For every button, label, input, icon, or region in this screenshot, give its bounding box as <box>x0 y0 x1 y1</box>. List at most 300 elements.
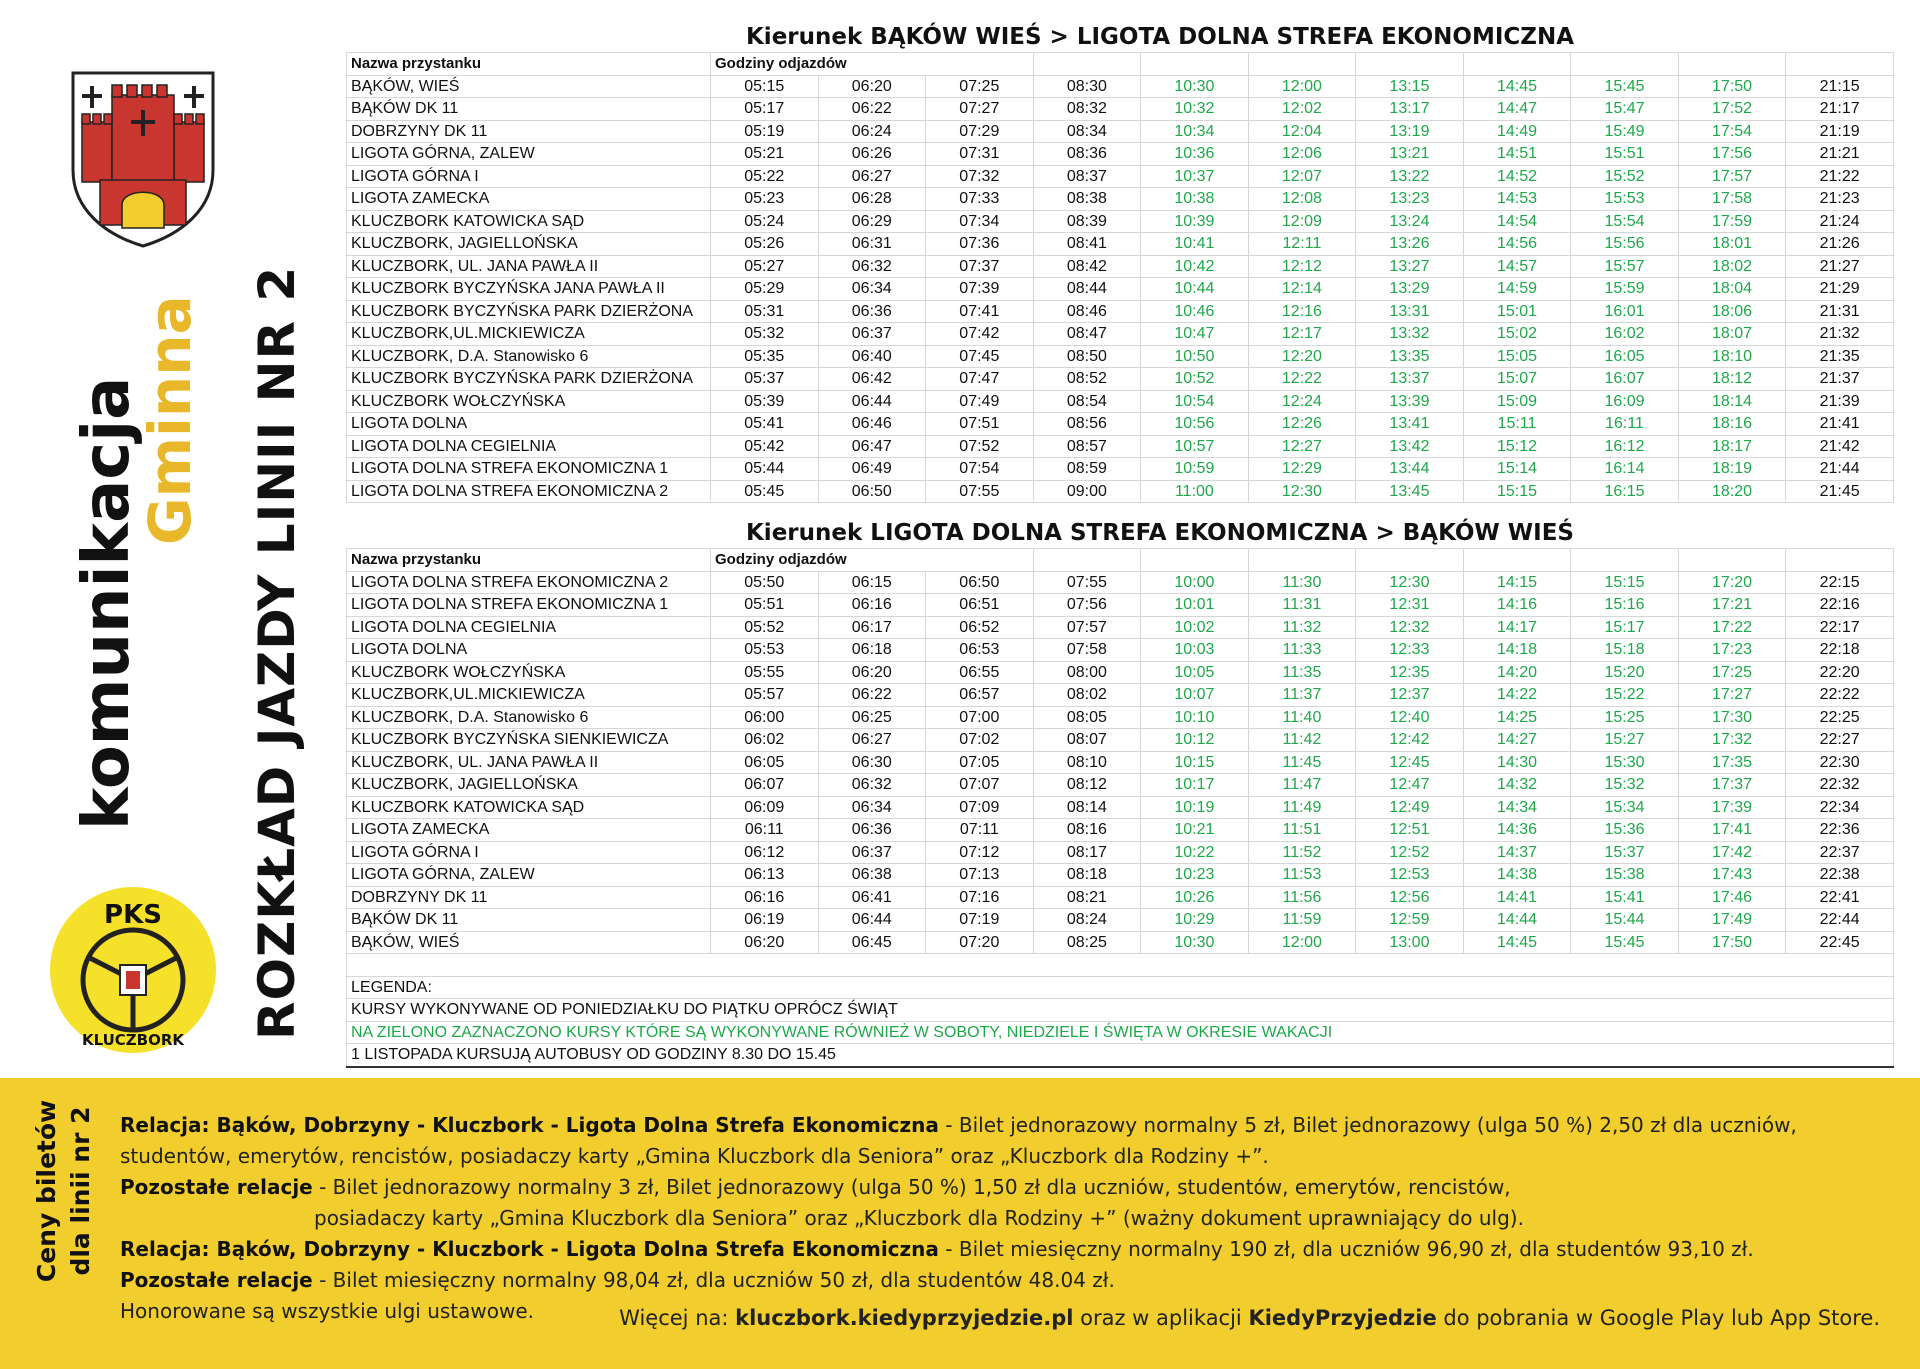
departure-time: 05:15 <box>711 75 819 98</box>
departure-time: 21:39 <box>1786 390 1894 413</box>
departure-time: 17:56 <box>1678 143 1786 166</box>
departure-time: 22:45 <box>1786 931 1894 954</box>
departure-time: 06:34 <box>818 278 926 301</box>
departure-time: 15:44 <box>1571 909 1679 932</box>
departure-time: 08:05 <box>1033 706 1141 729</box>
departure-time: 21:37 <box>1786 368 1894 391</box>
departure-time: 08:24 <box>1033 909 1141 932</box>
stop-name: LIGOTA ZAMECKA <box>347 188 711 211</box>
departure-time: 22:25 <box>1786 706 1894 729</box>
departure-time: 22:37 <box>1786 841 1894 864</box>
departure-time: 21:41 <box>1786 413 1894 436</box>
departure-time: 15:17 <box>1571 616 1679 639</box>
stop-name: KLUCZBORK BYCZYŃSKA PARK DZIERŻONA <box>347 368 711 391</box>
footer-p3-bold: Relacja: Bąków, Dobrzyny - Kluczbork - Ligota Dolna Strefa Ekonomiczna <box>120 1237 939 1261</box>
departure-time: 11:47 <box>1248 774 1356 797</box>
stop-name: KLUCZBORK WOŁCZYŃSKA <box>347 390 711 413</box>
stop-name: KLUCZBORK BYCZYŃSKA JANA PAWŁA II <box>347 278 711 301</box>
departure-time: 06:16 <box>818 594 926 617</box>
departure-time: 12:17 <box>1248 323 1356 346</box>
departure-time: 07:39 <box>926 278 1034 301</box>
departure-time: 14:51 <box>1463 143 1571 166</box>
table-row <box>347 255 1894 278</box>
header-empty-cell <box>1678 549 1786 572</box>
table-row <box>347 345 1894 368</box>
departure-time: 17:35 <box>1678 751 1786 774</box>
departure-time: 15:25 <box>1571 706 1679 729</box>
departure-time: 12:32 <box>1356 616 1464 639</box>
departure-time: 06:36 <box>818 300 926 323</box>
departure-time: 21:24 <box>1786 210 1894 233</box>
departure-time: 08:25 <box>1033 931 1141 954</box>
departure-time: 05:57 <box>711 684 819 707</box>
departure-time: 08:44 <box>1033 278 1141 301</box>
table-row <box>347 458 1894 481</box>
table-row <box>347 931 1894 954</box>
departure-time: 06:52 <box>926 616 1034 639</box>
departure-time: 17:49 <box>1678 909 1786 932</box>
departure-time: 07:12 <box>926 841 1034 864</box>
departure-time: 12:09 <box>1248 210 1356 233</box>
departure-time: 08:42 <box>1033 255 1141 278</box>
departure-time: 08:02 <box>1033 684 1141 707</box>
departure-time: 06:20 <box>711 931 819 954</box>
departure-time: 07:20 <box>926 931 1034 954</box>
departure-time: 16:11 <box>1571 413 1679 436</box>
departure-time: 13:24 <box>1356 210 1464 233</box>
departure-time: 08:47 <box>1033 323 1141 346</box>
departure-time: 06:42 <box>818 368 926 391</box>
departure-time: 06:26 <box>818 143 926 166</box>
departure-time: 07:55 <box>926 480 1034 503</box>
departure-time: 18:14 <box>1678 390 1786 413</box>
departure-time: 07:25 <box>926 75 1034 98</box>
departure-time: 06:31 <box>818 233 926 256</box>
departure-time: 12:16 <box>1248 300 1356 323</box>
departure-time: 06:37 <box>818 323 926 346</box>
departure-time: 10:05 <box>1141 661 1249 684</box>
departure-time: 21:31 <box>1786 300 1894 323</box>
departure-time: 18:17 <box>1678 435 1786 458</box>
departure-time: 18:12 <box>1678 368 1786 391</box>
departure-time: 08:12 <box>1033 774 1141 797</box>
departure-time: 05:35 <box>711 345 819 368</box>
table-row <box>347 751 1894 774</box>
stop-name: LIGOTA DOLNA STREFA EKONOMICZNA 2 <box>347 480 711 503</box>
departure-time: 07:36 <box>926 233 1034 256</box>
departure-time: 10:01 <box>1141 594 1249 617</box>
departure-time: 08:37 <box>1033 165 1141 188</box>
departure-time: 14:16 <box>1463 594 1571 617</box>
departure-time: 15:45 <box>1571 931 1679 954</box>
departure-time: 17:46 <box>1678 886 1786 909</box>
departure-time: 13:15 <box>1356 75 1464 98</box>
departure-time: 18:16 <box>1678 413 1786 436</box>
departure-time: 15:15 <box>1571 571 1679 594</box>
departure-time: 17:30 <box>1678 706 1786 729</box>
departure-time: 17:27 <box>1678 684 1786 707</box>
departure-time: 12:52 <box>1356 841 1464 864</box>
departure-time: 15:11 <box>1463 413 1571 436</box>
stop-name: LIGOTA GÓRNA, ZALEW <box>347 864 711 887</box>
departure-time: 07:54 <box>926 458 1034 481</box>
departure-time: 07:51 <box>926 413 1034 436</box>
departure-time: 15:59 <box>1571 278 1679 301</box>
departure-time: 13:37 <box>1356 368 1464 391</box>
departure-time: 10:26 <box>1141 886 1249 909</box>
schedule-2-table <box>346 548 1894 1068</box>
departure-time: 10:57 <box>1141 435 1249 458</box>
departure-time: 14:22 <box>1463 684 1571 707</box>
departure-time: 16:01 <box>1571 300 1679 323</box>
stop-name: KLUCZBORK BYCZYŃSKA SIENKIEWICZA <box>347 729 711 752</box>
departure-time: 05:53 <box>711 639 819 662</box>
departure-time: 15:27 <box>1571 729 1679 752</box>
table-row <box>347 796 1894 819</box>
header-empty-cell <box>1033 53 1141 76</box>
departure-time: 21:17 <box>1786 98 1894 121</box>
stop-name: LIGOTA DOLNA STREFA EKONOMICZNA 2 <box>347 571 711 594</box>
departure-time: 08:52 <box>1033 368 1141 391</box>
departure-time: 07:29 <box>926 120 1034 143</box>
table-row <box>347 413 1894 436</box>
departure-time: 17:52 <box>1678 98 1786 121</box>
departure-time: 15:30 <box>1571 751 1679 774</box>
departure-time: 12:47 <box>1356 774 1464 797</box>
departure-time: 22:41 <box>1786 886 1894 909</box>
footer-p4-bold: Pozostałe relacje <box>120 1268 313 1292</box>
table-row <box>347 98 1894 121</box>
departure-time: 07:02 <box>926 729 1034 752</box>
departure-time: 14:37 <box>1463 841 1571 864</box>
departure-time: 12:49 <box>1356 796 1464 819</box>
departure-time: 15:22 <box>1571 684 1679 707</box>
departure-time: 06:38 <box>818 864 926 887</box>
table-row <box>347 639 1894 662</box>
schedule-1-heading: Kierunek BĄKÓW WIEŚ > LIGOTA DOLNA STREFA EKONOMICZNA <box>745 24 1574 50</box>
legend-weekdays: KURSY WYKONYWANE OD PONIEDZIAŁKU DO PIĄTKU OPRÓCZ ŚWIĄT <box>347 999 1894 1022</box>
pks-logo-bottom-text: KLUCZBORK <box>81 1031 185 1049</box>
table-row <box>347 594 1894 617</box>
departure-time: 06:20 <box>818 75 926 98</box>
brand-word-gminna: Gminna <box>136 295 204 545</box>
departure-time: 06:24 <box>818 120 926 143</box>
table-row <box>347 661 1894 684</box>
departure-time: 22:15 <box>1786 571 1894 594</box>
departure-time: 21:26 <box>1786 233 1894 256</box>
departure-time: 05:29 <box>711 278 819 301</box>
stop-name: DOBRZYNY DK 11 <box>347 886 711 909</box>
stop-name: LIGOTA GÓRNA I <box>347 165 711 188</box>
departure-time: 12:30 <box>1248 480 1356 503</box>
footer-p4-text: - Bilet miesięczny normalny 98,04 zł, dla uczniów 50 zł, dla studentów 48.04 zł. <box>312 1268 1115 1292</box>
departure-time: 06:25 <box>818 706 926 729</box>
departure-time: 08:18 <box>1033 864 1141 887</box>
departure-time: 11:31 <box>1248 594 1356 617</box>
departure-time: 07:49 <box>926 390 1034 413</box>
pks-logo-top-text: PKS <box>104 900 162 930</box>
departure-time: 11:52 <box>1248 841 1356 864</box>
stop-name: KLUCZBORK, UL. JANA PAWŁA II <box>347 751 711 774</box>
departure-time: 11:51 <box>1248 819 1356 842</box>
departure-time: 06:57 <box>926 684 1034 707</box>
stop-name: KLUCZBORK,UL.MICKIEWICZA <box>347 323 711 346</box>
departure-time: 14:41 <box>1463 886 1571 909</box>
departure-time: 05:42 <box>711 435 819 458</box>
departure-time: 10:38 <box>1141 188 1249 211</box>
departure-time: 12:31 <box>1356 594 1464 617</box>
departure-time: 07:32 <box>926 165 1034 188</box>
departure-time: 05:45 <box>711 480 819 503</box>
departure-time: 10:46 <box>1141 300 1249 323</box>
departure-time: 05:52 <box>711 616 819 639</box>
stop-name: LIGOTA GÓRNA I <box>347 841 711 864</box>
departure-time: 17:39 <box>1678 796 1786 819</box>
pks-logo-icon <box>48 885 218 1055</box>
departure-time: 15:49 <box>1571 120 1679 143</box>
departure-time: 17:21 <box>1678 594 1786 617</box>
more-url-link[interactable]: kluczbork.kiedyprzyjedzie.pl <box>735 1306 1074 1330</box>
departure-time: 10:03 <box>1141 639 1249 662</box>
departure-time: 15:45 <box>1571 75 1679 98</box>
departure-time: 07:27 <box>926 98 1034 121</box>
header-empty-cell <box>1141 53 1249 76</box>
departure-time: 07:16 <box>926 886 1034 909</box>
departure-time: 08:17 <box>1033 841 1141 864</box>
departure-time: 16:07 <box>1571 368 1679 391</box>
departure-time: 10:56 <box>1141 413 1249 436</box>
departure-time: 06:50 <box>926 571 1034 594</box>
departure-time: 14:59 <box>1463 278 1571 301</box>
more-prefix: Więcej na: <box>619 1306 736 1330</box>
departure-time: 14:20 <box>1463 661 1571 684</box>
departure-time: 11:40 <box>1248 706 1356 729</box>
header-empty-cell <box>1033 549 1141 572</box>
departure-time: 14:25 <box>1463 706 1571 729</box>
stop-name: BĄKÓW, WIEŚ <box>347 75 711 98</box>
column-header-stop: Nazwa przystanku <box>347 53 711 76</box>
departure-time: 11:53 <box>1248 864 1356 887</box>
more-info-line <box>619 1306 1880 1330</box>
departure-time: 13:22 <box>1356 165 1464 188</box>
departure-time: 14:18 <box>1463 639 1571 662</box>
departure-time: 12:00 <box>1248 75 1356 98</box>
departure-time: 11:37 <box>1248 684 1356 707</box>
departure-time: 08:14 <box>1033 796 1141 819</box>
departure-time: 07:58 <box>1033 639 1141 662</box>
schedule-1-table <box>346 52 1894 503</box>
departure-time: 14:27 <box>1463 729 1571 752</box>
departure-time: 12:42 <box>1356 729 1464 752</box>
departure-time: 11:59 <box>1248 909 1356 932</box>
departure-time: 08:36 <box>1033 143 1141 166</box>
legend <box>347 954 1894 1067</box>
departure-time: 15:57 <box>1571 255 1679 278</box>
departure-time: 13:45 <box>1356 480 1464 503</box>
departure-time: 22:17 <box>1786 616 1894 639</box>
stop-name: DOBRZYNY DK 11 <box>347 120 711 143</box>
departure-time: 15:51 <box>1571 143 1679 166</box>
table-row <box>347 729 1894 752</box>
table-row <box>347 774 1894 797</box>
stop-name: LIGOTA GÓRNA, ZALEW <box>347 143 711 166</box>
schedule-2-heading: Kierunek LIGOTA DOLNA STREFA EKONOMICZNA > BĄKÓW WIEŚ <box>745 520 1574 546</box>
departure-time: 07:55 <box>1033 571 1141 594</box>
departure-time: 12:53 <box>1356 864 1464 887</box>
departure-time: 06:11 <box>711 819 819 842</box>
footer-p2-bold: Pozostałe relacje <box>120 1175 313 1199</box>
departure-time: 12:06 <box>1248 143 1356 166</box>
departure-time: 15:32 <box>1571 774 1679 797</box>
departure-time: 07:41 <box>926 300 1034 323</box>
departure-time: 15:52 <box>1571 165 1679 188</box>
departure-time: 17:23 <box>1678 639 1786 662</box>
departure-time: 14:56 <box>1463 233 1571 256</box>
departure-time: 22:34 <box>1786 796 1894 819</box>
departure-time: 15:38 <box>1571 864 1679 887</box>
departure-time: 17:50 <box>1678 931 1786 954</box>
departure-time: 10:21 <box>1141 819 1249 842</box>
schedule-1 <box>346 22 1894 503</box>
departure-time: 07:47 <box>926 368 1034 391</box>
departure-time: 06:00 <box>711 706 819 729</box>
departure-time: 11:32 <box>1248 616 1356 639</box>
stop-name: KLUCZBORK,UL.MICKIEWICZA <box>347 684 711 707</box>
table-row <box>347 300 1894 323</box>
stop-name: LIGOTA DOLNA <box>347 639 711 662</box>
departure-time: 06:29 <box>818 210 926 233</box>
left-panel <box>0 0 340 1075</box>
departure-time: 13:19 <box>1356 120 1464 143</box>
departure-time: 12:45 <box>1356 751 1464 774</box>
more-mid: oraz w aplikacji <box>1073 1306 1249 1330</box>
departure-time: 10:41 <box>1141 233 1249 256</box>
stop-name: LIGOTA DOLNA STREFA EKONOMICZNA 1 <box>347 594 711 617</box>
departure-time: 12:02 <box>1248 98 1356 121</box>
departure-time: 08:07 <box>1033 729 1141 752</box>
departure-time: 17:25 <box>1678 661 1786 684</box>
departure-time: 10:15 <box>1141 751 1249 774</box>
departure-time: 17:50 <box>1678 75 1786 98</box>
departure-time: 06:30 <box>818 751 926 774</box>
column-header-times: Godziny odjazdów <box>711 53 1034 76</box>
departure-time: 15:47 <box>1571 98 1679 121</box>
departure-time: 17:43 <box>1678 864 1786 887</box>
departure-time: 13:29 <box>1356 278 1464 301</box>
departure-time: 12:40 <box>1356 706 1464 729</box>
table-row <box>347 435 1894 458</box>
departure-time: 12:24 <box>1248 390 1356 413</box>
departure-time: 07:13 <box>926 864 1034 887</box>
departure-time: 14:53 <box>1463 188 1571 211</box>
departure-time: 08:30 <box>1033 75 1141 98</box>
departure-time: 06:07 <box>711 774 819 797</box>
departure-time: 06:19 <box>711 909 819 932</box>
departure-time: 10:17 <box>1141 774 1249 797</box>
departure-time: 14:49 <box>1463 120 1571 143</box>
departure-time: 05:22 <box>711 165 819 188</box>
departure-time: 06:45 <box>818 931 926 954</box>
departure-time: 18:01 <box>1678 233 1786 256</box>
departure-time: 08:32 <box>1033 98 1141 121</box>
departure-time: 13:39 <box>1356 390 1464 413</box>
departure-time: 06:22 <box>818 684 926 707</box>
departure-time: 21:29 <box>1786 278 1894 301</box>
departure-time: 08:57 <box>1033 435 1141 458</box>
departure-time: 18:07 <box>1678 323 1786 346</box>
departure-time: 15:56 <box>1571 233 1679 256</box>
departure-time: 22:38 <box>1786 864 1894 887</box>
departure-time: 10:29 <box>1141 909 1249 932</box>
departure-time: 06:22 <box>818 98 926 121</box>
departure-time: 08:16 <box>1033 819 1141 842</box>
departure-time: 06:55 <box>926 661 1034 684</box>
departure-time: 05:27 <box>711 255 819 278</box>
stop-name: BĄKÓW DK 11 <box>347 909 711 932</box>
departure-time: 10:59 <box>1141 458 1249 481</box>
departure-time: 13:23 <box>1356 188 1464 211</box>
departure-time: 07:11 <box>926 819 1034 842</box>
departure-time: 06:40 <box>818 345 926 368</box>
legend-nov1: 1 LISTOPADA KURSUJĄ AUTOBUSY OD GODZINY 8.30 DO 15.45 <box>347 1044 1894 1067</box>
table-row <box>347 841 1894 864</box>
footer-p3-text: - Bilet miesięczny normalny 190 zł, dla uczniów 96,90 zł, dla studentów 93,10 zł. <box>938 1237 1754 1261</box>
departure-time: 05:21 <box>711 143 819 166</box>
footer-p2-cont: posiadaczy karty „Gmina Kluczbork dla Seniora” oraz „Kluczbork dla Rodziny +” (ważny dokument uprawniający do ulg). <box>314 1206 1524 1230</box>
departure-time: 06:20 <box>818 661 926 684</box>
stop-name: KLUCZBORK, JAGIELLOŃSKA <box>347 233 711 256</box>
table-row <box>347 368 1894 391</box>
departure-time: 13:27 <box>1356 255 1464 278</box>
departure-time: 21:44 <box>1786 458 1894 481</box>
departure-time: 17:58 <box>1678 188 1786 211</box>
stop-name: KLUCZBORK KATOWICKA SĄD <box>347 796 711 819</box>
column-header-times: Godziny odjazdów <box>711 549 1034 572</box>
departure-time: 22:16 <box>1786 594 1894 617</box>
departure-time: 08:00 <box>1033 661 1141 684</box>
departure-time: 05:50 <box>711 571 819 594</box>
departure-time: 10:12 <box>1141 729 1249 752</box>
departure-time: 06:12 <box>711 841 819 864</box>
departure-time: 16:09 <box>1571 390 1679 413</box>
stop-name: LIGOTA DOLNA <box>347 413 711 436</box>
departure-time: 06:28 <box>818 188 926 211</box>
header-empty-cell <box>1141 549 1249 572</box>
table-row <box>347 886 1894 909</box>
departure-time: 15:14 <box>1463 458 1571 481</box>
departure-time: 06:51 <box>926 594 1034 617</box>
departure-time: 15:05 <box>1463 345 1571 368</box>
departure-time: 22:18 <box>1786 639 1894 662</box>
departure-time: 05:26 <box>711 233 819 256</box>
legend-title: LEGENDA: <box>347 976 1894 999</box>
departure-time: 05:41 <box>711 413 819 436</box>
table-row <box>347 864 1894 887</box>
departure-time: 13:41 <box>1356 413 1464 436</box>
departure-time: 06:49 <box>818 458 926 481</box>
departure-time: 13:35 <box>1356 345 1464 368</box>
departure-time: 06:17 <box>818 616 926 639</box>
departure-time: 10:44 <box>1141 278 1249 301</box>
departure-time: 17:59 <box>1678 210 1786 233</box>
departure-time: 12:35 <box>1356 661 1464 684</box>
departure-time: 17:32 <box>1678 729 1786 752</box>
departure-time: 05:24 <box>711 210 819 233</box>
departure-time: 10:34 <box>1141 120 1249 143</box>
departure-time: 09:00 <box>1033 480 1141 503</box>
table-row <box>347 188 1894 211</box>
departure-time: 21:42 <box>1786 435 1894 458</box>
